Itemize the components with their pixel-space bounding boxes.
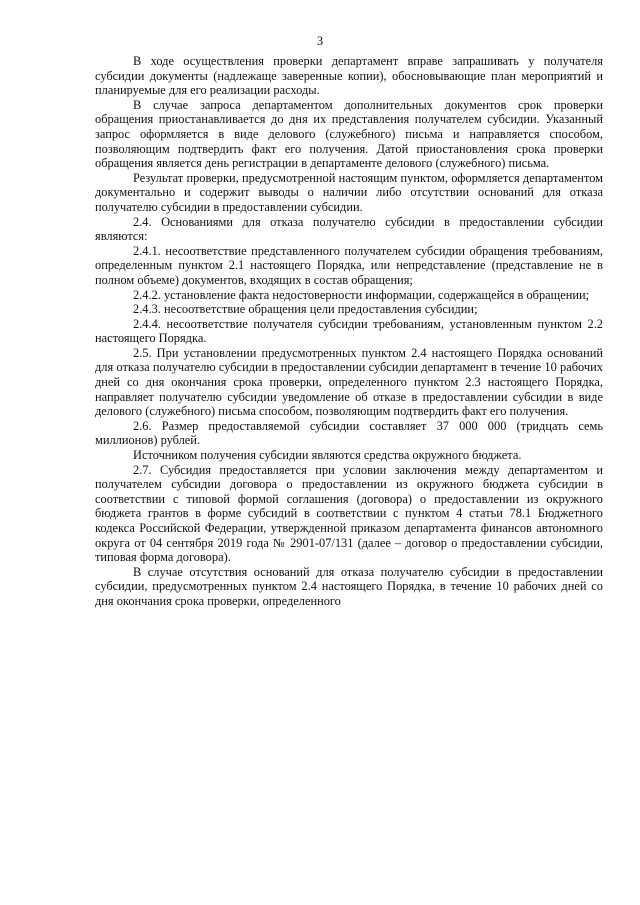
paragraph: В случае запроса департаментом дополнительных документов срок проверки обращения приостанавливается до дня их представления получателем субсидии. Указанный запрос оформляется в виде делового (служебного) письма и направляется способом, позволяющим подтвердить факт его получения. Датой приостановления срока проверки обращения является день регистрации в департаменте делового (служебного) письма. [95,97,603,171]
paragraph: Источником получения субсидии являются средства окружного бюджета. [133,448,522,463]
document-body [95,54,603,609]
paragraph: 2.4. Основаниями для отказа получателю субсидии в предоставлении субсидии являются: [95,214,603,244]
paragraph: 2.5. При установлении предусмотренных пунктом 2.4 настоящего Порядка оснований для отказа получателю субсидии в предоставлении субсидии департамент в течение 10 рабочих дней со дня окончания срока проверки, определенного пунктом 2.3 настоящего Порядка, направляет получателю субсидии уведомление об отказе в предоставлении субсидии в виде делового (служебного) письма способом, позволяющим подтвердить факт его получения. [95,345,603,419]
paragraph: 2.7. Субсидия предоставляется при условии заключения между департаментом и получателем субсидии договора о предоставлении из окружного бюджета субсидии в соответствии с типовой формой соглашения (договора) о предоставлении из окружного бюджета грантов в форме субсидий в соответствии с пунктом 4 статьи 78.1 Бюджетного кодекса Российской Федерации, утвержденной приказом департамента финансов автономного округа от 04 сентября 2019 года № 2901-07/131 (далее – договор о предоставлении субсидии, типовая форма договора). [95,462,603,565]
paragraph: 2.4.1. несоответствие представленного получателем субсидии обращения требованиям, определенным пунктом 2.1 настоящего Порядка, или непредставление (представление не в полном объеме) документов, входящих в состав обращения; [95,243,603,287]
paragraph: В ходе осуществления проверки департамент вправе запрашивать у получателя субсидии документы (надлежаще заверенные копии), обосновывающие план мероприятий и планируемые для его реализации расходы. [95,54,603,98]
paragraph: В случае отсутствия оснований для отказа получателю субсидии в предоставлении субсидии, предусмотренных пунктом 2.4 настоящего Порядка, в течение 10 рабочих дней со дня окончания срока проверки, определенного [95,564,603,608]
paragraph: Результат проверки, предусмотренной настоящим пунктом, оформляется департаментом документально и содержит выводы о наличии либо отсутствии оснований для отказа получателю субсидии в предоставлении субсидии. [95,170,603,214]
paragraph: 2.4.2. установление факта недостоверности информации, содержащейся в обращении; [133,287,590,302]
paragraph: 2.4.4. несоответствие получателя субсидии требованиям, установленным пунктом 2.2 настоящего Порядка. [95,316,603,346]
paragraph: 2.6. Размер предоставляемой субсидии составляет 37 000 000 (тридцать семь миллионов) рублей. [95,418,603,448]
paragraph: 2.4.3. несоответствие обращения цели предоставления субсидии; [133,302,478,317]
page-number: 3 [316,34,324,48]
